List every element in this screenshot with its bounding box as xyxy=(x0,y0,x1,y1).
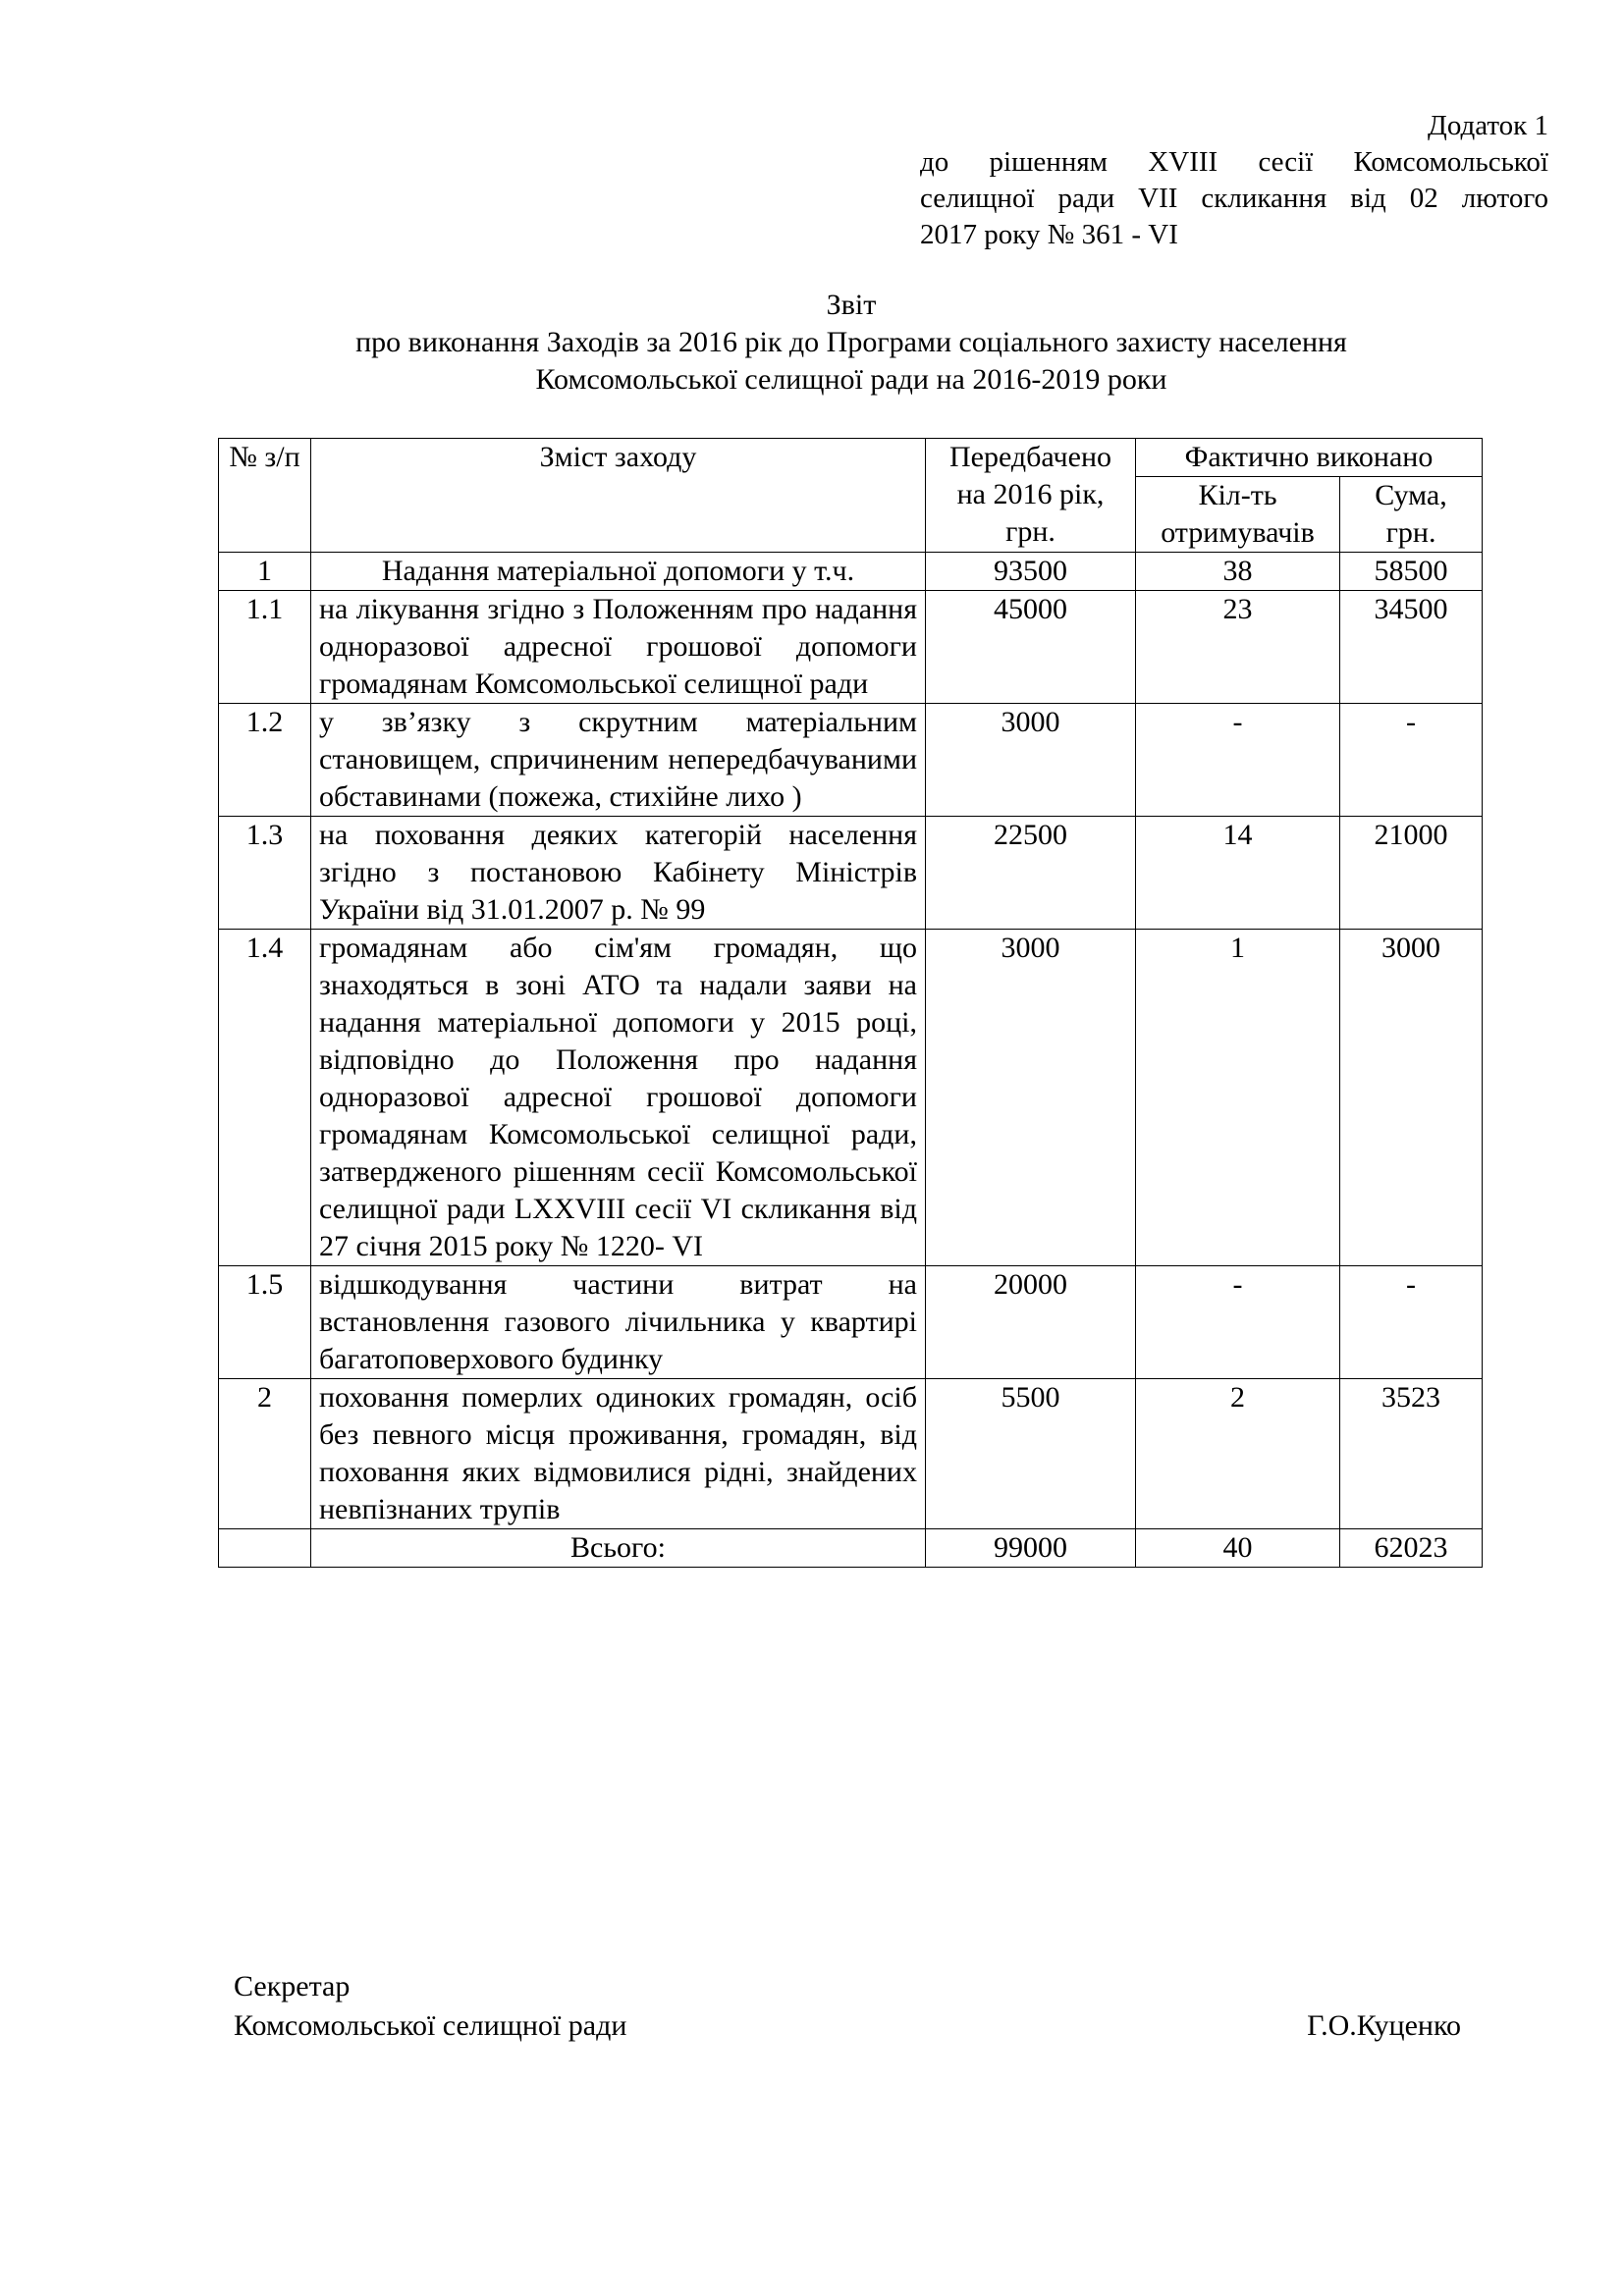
row-recipients: 23 xyxy=(1136,591,1340,704)
row-num: 1.1 xyxy=(219,591,311,704)
table-header-row xyxy=(219,439,1483,477)
row-sum: 34500 xyxy=(1340,591,1483,704)
table-row xyxy=(219,553,1483,591)
row-planned: 3000 xyxy=(926,704,1136,817)
row-sum: - xyxy=(1340,1266,1483,1379)
header-num: № з/п xyxy=(219,439,311,553)
signature-block xyxy=(234,1967,1461,2046)
document-title xyxy=(218,287,1485,399)
row-recipients: - xyxy=(1136,704,1340,817)
total-label: Всього: xyxy=(311,1529,926,1568)
title-line-2: про виконання Заходів за 2016 рік до Програми соціального захисту населення xyxy=(355,326,1347,358)
header-content: Зміст заходу xyxy=(311,439,926,553)
row-num: 1.3 xyxy=(219,817,311,930)
title-line-1: Звіт xyxy=(826,289,877,321)
row-sum: - xyxy=(1340,704,1483,817)
row-planned: 20000 xyxy=(926,1266,1136,1379)
signature-position-line-1: Секретар xyxy=(234,1970,351,2002)
total-planned: 99000 xyxy=(926,1529,1136,1568)
table-row xyxy=(219,1379,1483,1529)
row-num: 2 xyxy=(219,1379,311,1529)
row-recipients: - xyxy=(1136,1266,1340,1379)
row-planned: 22500 xyxy=(926,817,1136,930)
row-num: 1.4 xyxy=(219,930,311,1266)
table-row xyxy=(219,1266,1483,1379)
row-num: 1.2 xyxy=(219,704,311,817)
table-row xyxy=(219,930,1483,1266)
row-content: громадянам або сім'ям громадян, що знаходяться в зоні АТО та надали заяви на надання матеріальної допомоги у 2015 році, відповідно до Положення про надання одноразової адресної грошової допомоги громадянам Комсомольської селищної ради, затвердженого рішенням сесії Комсомольської селищної ради LXXVIII сесії VI скликання від 27 січня 2015 року № 1220- VI xyxy=(311,930,926,1266)
row-recipients: 38 xyxy=(1136,553,1340,591)
row-content: Надання матеріальної допомоги у т.ч. xyxy=(311,553,926,591)
row-content: поховання померлих одиноких громадян, осіб без певного місця проживання, громадян, від поховання яких відмовилися рідні, знайдених невпізнаних трупів xyxy=(311,1379,926,1529)
annex-line-3: 2017 року № 361 - VI xyxy=(920,219,1178,250)
annex-label: Додаток 1 xyxy=(1428,110,1548,141)
row-planned: 3000 xyxy=(926,930,1136,1266)
header-sum: Сума, грн. xyxy=(1340,477,1483,553)
total-num xyxy=(219,1529,311,1568)
signature-position-line-2: Комсомольської селищної ради xyxy=(234,2009,627,2042)
row-planned: 5500 xyxy=(926,1379,1136,1529)
report-table xyxy=(218,438,1483,1568)
table-row xyxy=(219,591,1483,704)
total-recipients: 40 xyxy=(1136,1529,1340,1568)
signature-name: Г.О.Куценко xyxy=(1307,2009,1461,2042)
title-line-3: Комсомольської селищної ради на 2016-2019 роки xyxy=(535,363,1167,396)
annex-line-2: селищної ради VII скликання від 02 лютого xyxy=(920,183,1548,214)
row-sum: 21000 xyxy=(1340,817,1483,930)
row-num: 1 xyxy=(219,553,311,591)
row-recipients: 14 xyxy=(1136,817,1340,930)
row-content: відшкодування частини витрат на встановлення газового лічильника у квартирі багатоповерхового будинку xyxy=(311,1266,926,1379)
row-planned: 93500 xyxy=(926,553,1136,591)
row-sum: 3523 xyxy=(1340,1379,1483,1529)
table-row xyxy=(219,704,1483,817)
row-num: 1.5 xyxy=(219,1266,311,1379)
signature-row xyxy=(234,2006,1461,2046)
row-sum: 58500 xyxy=(1340,553,1483,591)
annex-line-1: до рішенням XVIII сесії Комсомольської xyxy=(920,146,1548,178)
header-planned: Передбачено на 2016 рік, грн. xyxy=(926,439,1136,553)
table-row xyxy=(219,817,1483,930)
row-content: у зв’язку з скрутним матеріальним становищем, спричиненим непередбачуваними обставинами (пожежа, стихійне лихо ) xyxy=(311,704,926,817)
row-content: на поховання деяких категорій населення згідно з постановою Кабінету Міністрів України від 31.01.2007 р. № 99 xyxy=(311,817,926,930)
row-sum: 3000 xyxy=(1340,930,1483,1266)
row-recipients: 1 xyxy=(1136,930,1340,1266)
row-planned: 45000 xyxy=(926,591,1136,704)
annex-header xyxy=(920,108,1548,253)
row-content: на лікування згідно з Положенням про надання одноразової адресної грошової допомоги громадянам Комсомольської селищної ради xyxy=(311,591,926,704)
row-recipients: 2 xyxy=(1136,1379,1340,1529)
header-recipients: Кіл-ть отримувачів xyxy=(1136,477,1340,553)
table-total-row xyxy=(219,1529,1483,1568)
total-sum: 62023 xyxy=(1340,1529,1483,1568)
header-actual: Фактично виконано xyxy=(1136,439,1483,477)
